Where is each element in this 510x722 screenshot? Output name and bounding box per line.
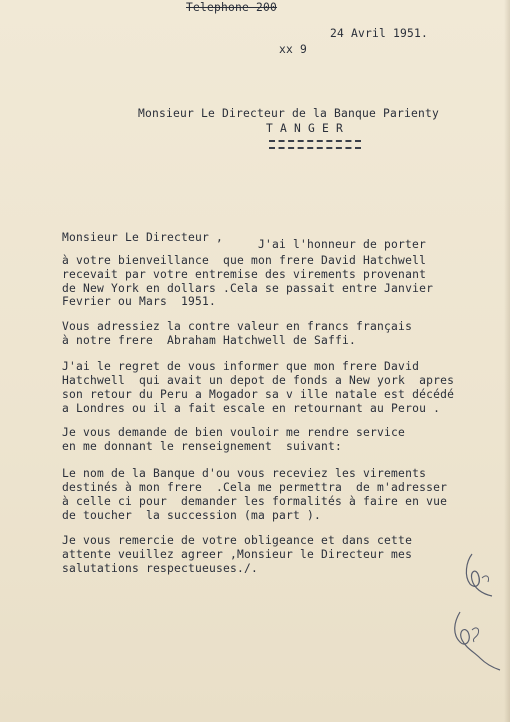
signature-mark-bottom [448,608,506,672]
paragraph-line: a Londres ou il a fait escale en retournant au Perou . [62,402,441,415]
recipient-name: Monsieur Le Directeur de la Banque Parienty [138,107,440,120]
telephone-header: Telephone 200 [186,1,278,14]
paragraph-line: à notre frere Abraham Hatchwell de Saffi. [62,334,357,347]
double-rule [269,140,361,149]
paragraph-line: Le nom de la Banque d'ou vous receviez les virements [62,467,427,480]
paragraph-line: Hatchwell qui avait un depot de fonds a New york apres [62,374,455,387]
paragraph-line: recevait par votre entremise des virements provenant [62,268,427,281]
paragraph-line: de toucher la succession (ma part ). [62,509,322,522]
paragraph-line: J'ai l'honneur de porter [258,238,427,251]
paragraph-line: attente veuillez agreer ,Monsieur le Directeur mes [62,548,413,561]
letter-date: 24 Avril 1951. [330,27,429,40]
recipient-city: T A N G E R [266,122,344,135]
signature-mark-top [452,548,502,602]
paragraph-line: Je vous demande de bien vouloir me rendre service [62,426,406,439]
paragraph-line: Fevrier ou Mars 1951. [62,295,217,308]
paragraph-line: son retour du Peru a Mogador sa v ille natale est décédé [62,388,455,401]
paragraph-line: J'ai le regret de vous informer que mon frere David [62,360,420,373]
paragraph-line: de New York en dollars .Cela se passait entre Janvier [62,282,434,295]
paragraph-line: à votre bienveillance que mon frere David Hatchwell [62,254,427,267]
paragraph-line: Vous adressiez la contre valeur en francs français [62,320,413,333]
paragraph-line: Je vous remercie de votre obligeance et dans cette [62,534,413,547]
paragraph-line: à celle ci pour demander les formalités à faire en vue [62,495,448,508]
salutation: Monsieur Le Directeur , [62,231,224,244]
paragraph-line: en me donnant le renseignement suivant: [62,440,343,453]
paper-edge-shadow [504,0,510,722]
reference-number: xx 9 [279,43,308,56]
paragraph-line: destinés à mon frere .Cela me permettra de m'adresser [62,481,448,494]
paragraph-line: salutations respectueuses./. [62,562,259,575]
